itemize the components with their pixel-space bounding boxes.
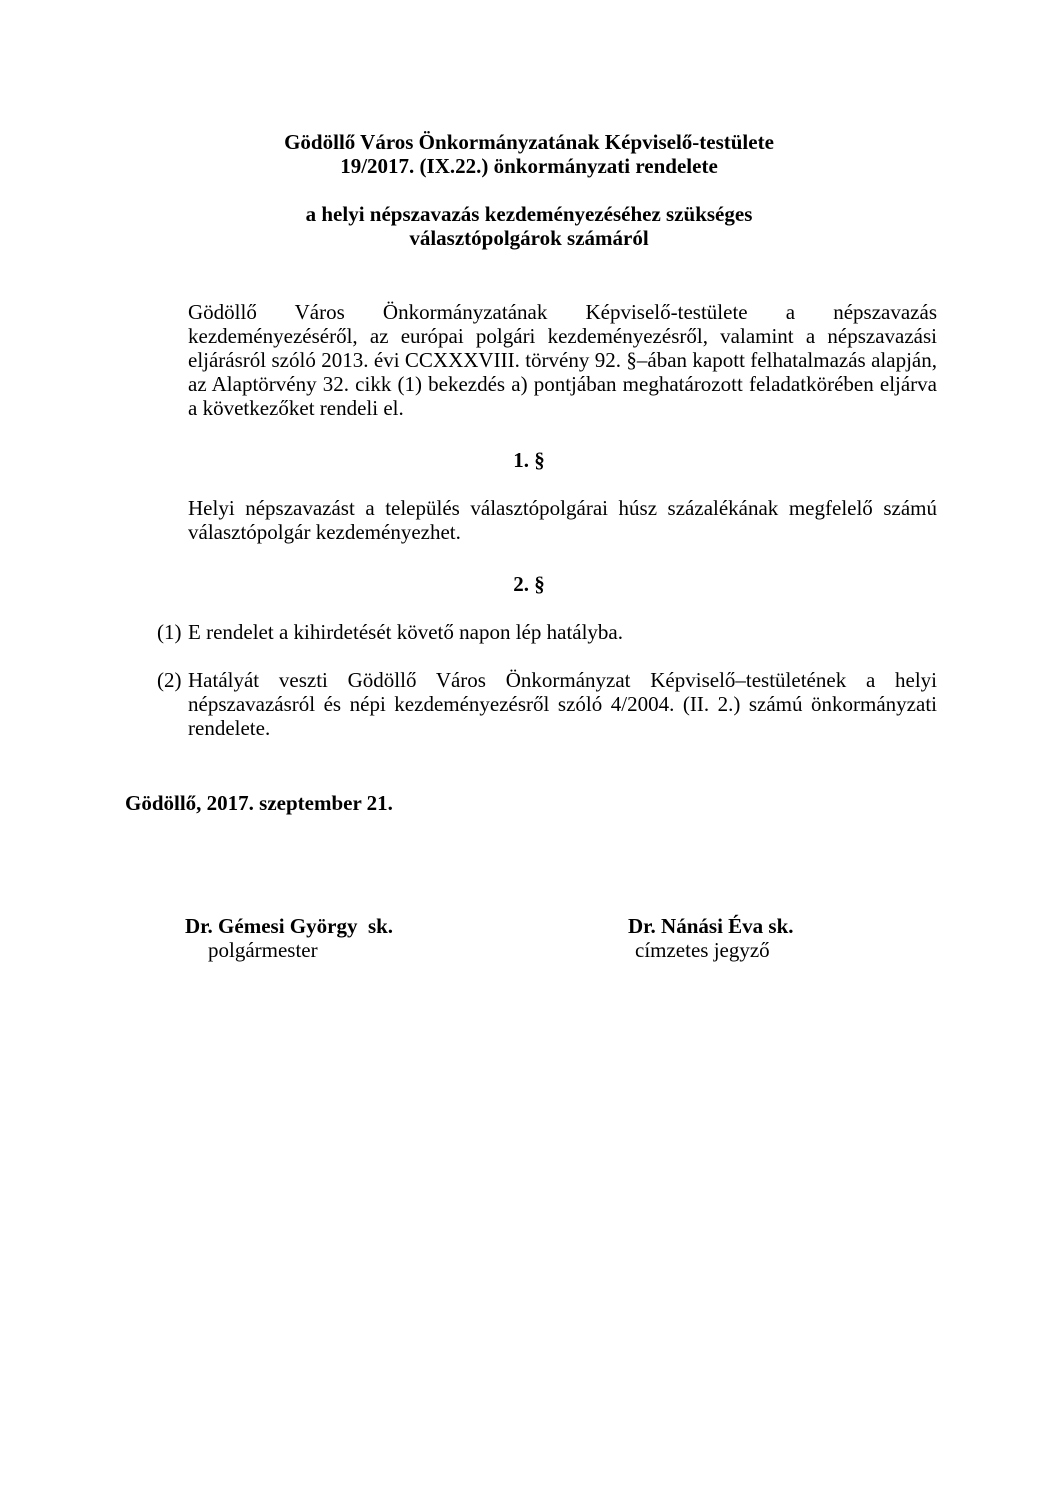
signature-right: [628, 914, 794, 962]
signature-left: [185, 914, 393, 962]
document-subtitle-line2: választópolgárok számáról: [409, 226, 649, 250]
section-2-item-2: [157, 668, 937, 740]
dateline: Gödöllő, 2017. szeptember 21.: [125, 791, 393, 815]
signature-block: [0, 914, 1058, 974]
item-number: (1): [157, 620, 182, 644]
document-title-line2: 19/2017. (IX.22.) önkormányzati rendelete: [340, 154, 718, 178]
item-number: (2): [157, 668, 182, 692]
document-title-line1: Gödöllő Város Önkormányzatának Képviselő-testülete: [284, 130, 774, 154]
signature-left-role: polgármester: [208, 938, 318, 962]
signature-left-name: Dr. Gémesi György sk.: [185, 914, 394, 938]
preamble-paragraph: Gödöllő Város Önkormányzatának Képviselő-testülete a népszavazás kezdeményezéséről, az európai polgári kezdeményezésről, valamint a népszavazási eljárásról szóló 2013. évi CCXXXVIII. törvény 92. §–ában kapott felhatalmazás alapján, az Alaptörvény 32. cikk (1) bekezdés a) pontjában meghatározott feladatkörében eljárva a következőket rendeli el.: [188, 300, 937, 420]
document-subtitle: [0, 202, 1058, 250]
section-2-heading: 2. §: [513, 572, 545, 596]
signature-right-role: címzetes jegyző: [635, 938, 770, 962]
signature-right-name: Dr. Nánási Éva sk.: [628, 914, 794, 938]
section-1-text: Helyi népszavazást a település választópolgárai húsz százalékának megfelelő számú választópolgár kezdeményezhet.: [188, 496, 937, 544]
section-2-item-1: [157, 620, 937, 644]
section-1-heading: 1. §: [513, 448, 545, 472]
item-text: Hatályát veszti Gödöllő Város Önkormányzat Képviselő–testületének a helyi népszavazásról és népi kezdeményezésről szóló 4/2004. (II. 2.) számú önkormányzati rendelete.: [188, 668, 937, 740]
item-text: E rendelet a kihirdetését követő napon lép hatályba.: [188, 620, 624, 644]
document-subtitle-line1: a helyi népszavazás kezdeményezéséhez szükséges: [305, 202, 753, 226]
